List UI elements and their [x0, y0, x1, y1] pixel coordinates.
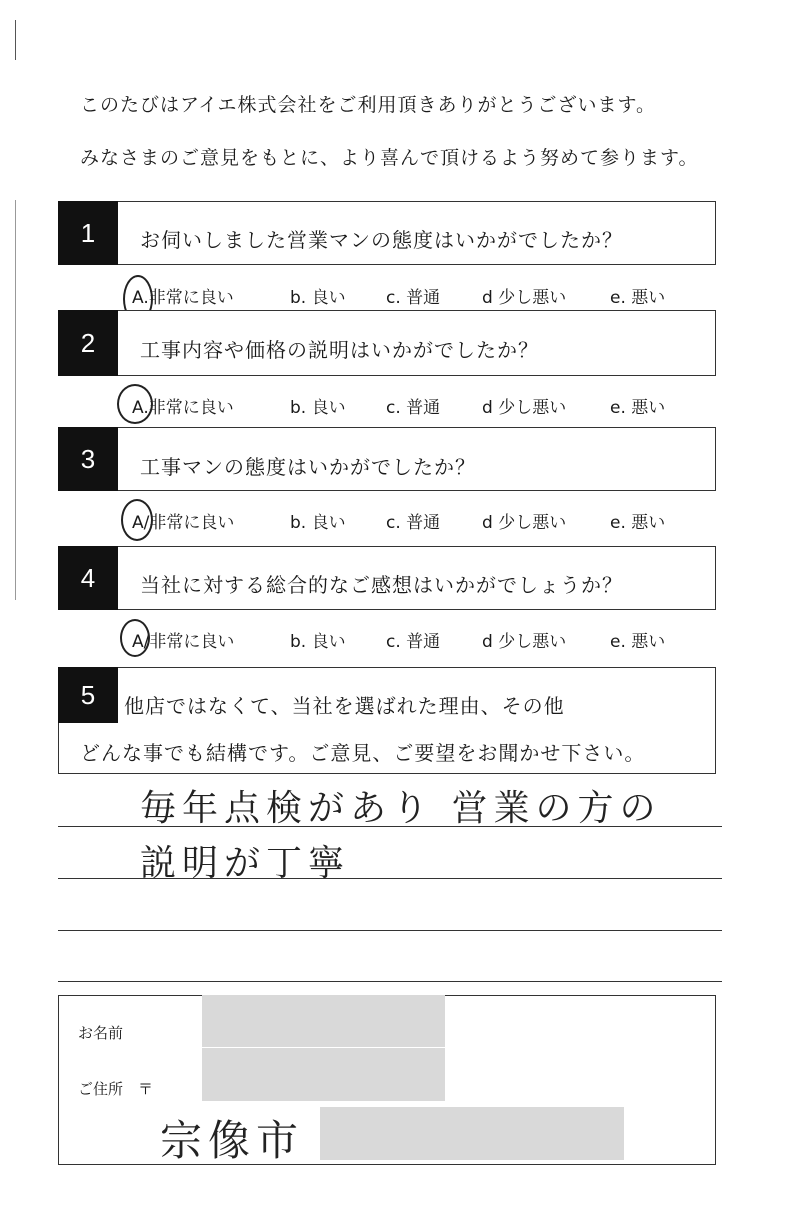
option-d[interactable]: d 少し悪い: [482, 632, 567, 652]
address-label: ご住所 〒: [78, 1080, 154, 1098]
question-3-number: 3: [58, 427, 118, 491]
redacted-address: [320, 1107, 624, 1160]
redacted-name: [202, 995, 445, 1047]
handwritten-city: 宗像市: [160, 1116, 305, 1165]
question-3-text: 工事マンの態度はいかがでしたか？: [140, 455, 476, 479]
margin-mark: [15, 20, 16, 60]
option-d[interactable]: d 少し悪い: [482, 398, 567, 418]
margin-mark: [15, 200, 16, 600]
option-d[interactable]: d 少し悪い: [482, 288, 567, 308]
handwritten-answer-line-1: 毎年点検があり 営業の方の: [140, 788, 662, 829]
option-b[interactable]: b. 良い: [290, 288, 346, 308]
option-c[interactable]: c. 普通: [386, 513, 441, 533]
name-label: お名前: [78, 1024, 124, 1042]
option-c[interactable]: c. 普通: [386, 632, 441, 652]
question-5-text-line-2: どんな事でも結構です。ご意見、ご要望をお聞かせ下さい。: [80, 741, 646, 765]
intro-line-1: このたびはアイエ株式会社をご利用頂きありがとうございます。: [80, 94, 657, 116]
option-a[interactable]: A/非常に良い: [132, 632, 235, 652]
question-2-text: 工事内容や価格の説明はいかがでしたか？: [140, 338, 539, 362]
handwritten-answer-line-2: 説明が丁寧: [140, 843, 351, 884]
question-2-number: 2: [58, 310, 118, 376]
question-1-number: 1: [58, 201, 118, 265]
selected-circle-q3: [121, 499, 153, 541]
question-4-text: 当社に対する総合的なご感想はいかがでしょうか？: [140, 573, 623, 597]
option-e[interactable]: e. 悪い: [610, 632, 666, 652]
option-a[interactable]: A.非常に良い: [132, 288, 234, 308]
option-c[interactable]: c. 普通: [386, 398, 441, 418]
redacted-postal-code: [202, 1048, 445, 1101]
option-a[interactable]: A/非常に良い: [132, 513, 235, 533]
question-1-text: お伺いしました営業マンの態度はいかがでしたか？: [140, 228, 623, 252]
option-e[interactable]: e. 悪い: [610, 398, 666, 418]
option-e[interactable]: e. 悪い: [610, 513, 666, 533]
option-b[interactable]: b. 良い: [290, 632, 346, 652]
answer-line-3: [58, 930, 722, 931]
option-c[interactable]: c. 普通: [386, 288, 441, 308]
option-a[interactable]: A.非常に良い: [132, 398, 234, 418]
option-b[interactable]: b. 良い: [290, 398, 346, 418]
option-d[interactable]: d 少し悪い: [482, 513, 567, 533]
intro-line-2: みなさまのご意見をもとに、より喜んで頂けるよう努めて参ります。: [80, 147, 699, 169]
question-4-number: 4: [58, 546, 118, 610]
selected-circle-q2: [117, 384, 153, 424]
answer-line-4: [58, 981, 722, 982]
question-5-number: 5: [58, 667, 118, 723]
selected-circle-q4: [120, 619, 150, 657]
option-b[interactable]: b. 良い: [290, 513, 346, 533]
question-5-text-line-1: 他店ではなくて、当社を選ばれた理由、その他: [124, 694, 565, 718]
option-e[interactable]: e. 悪い: [610, 288, 666, 308]
